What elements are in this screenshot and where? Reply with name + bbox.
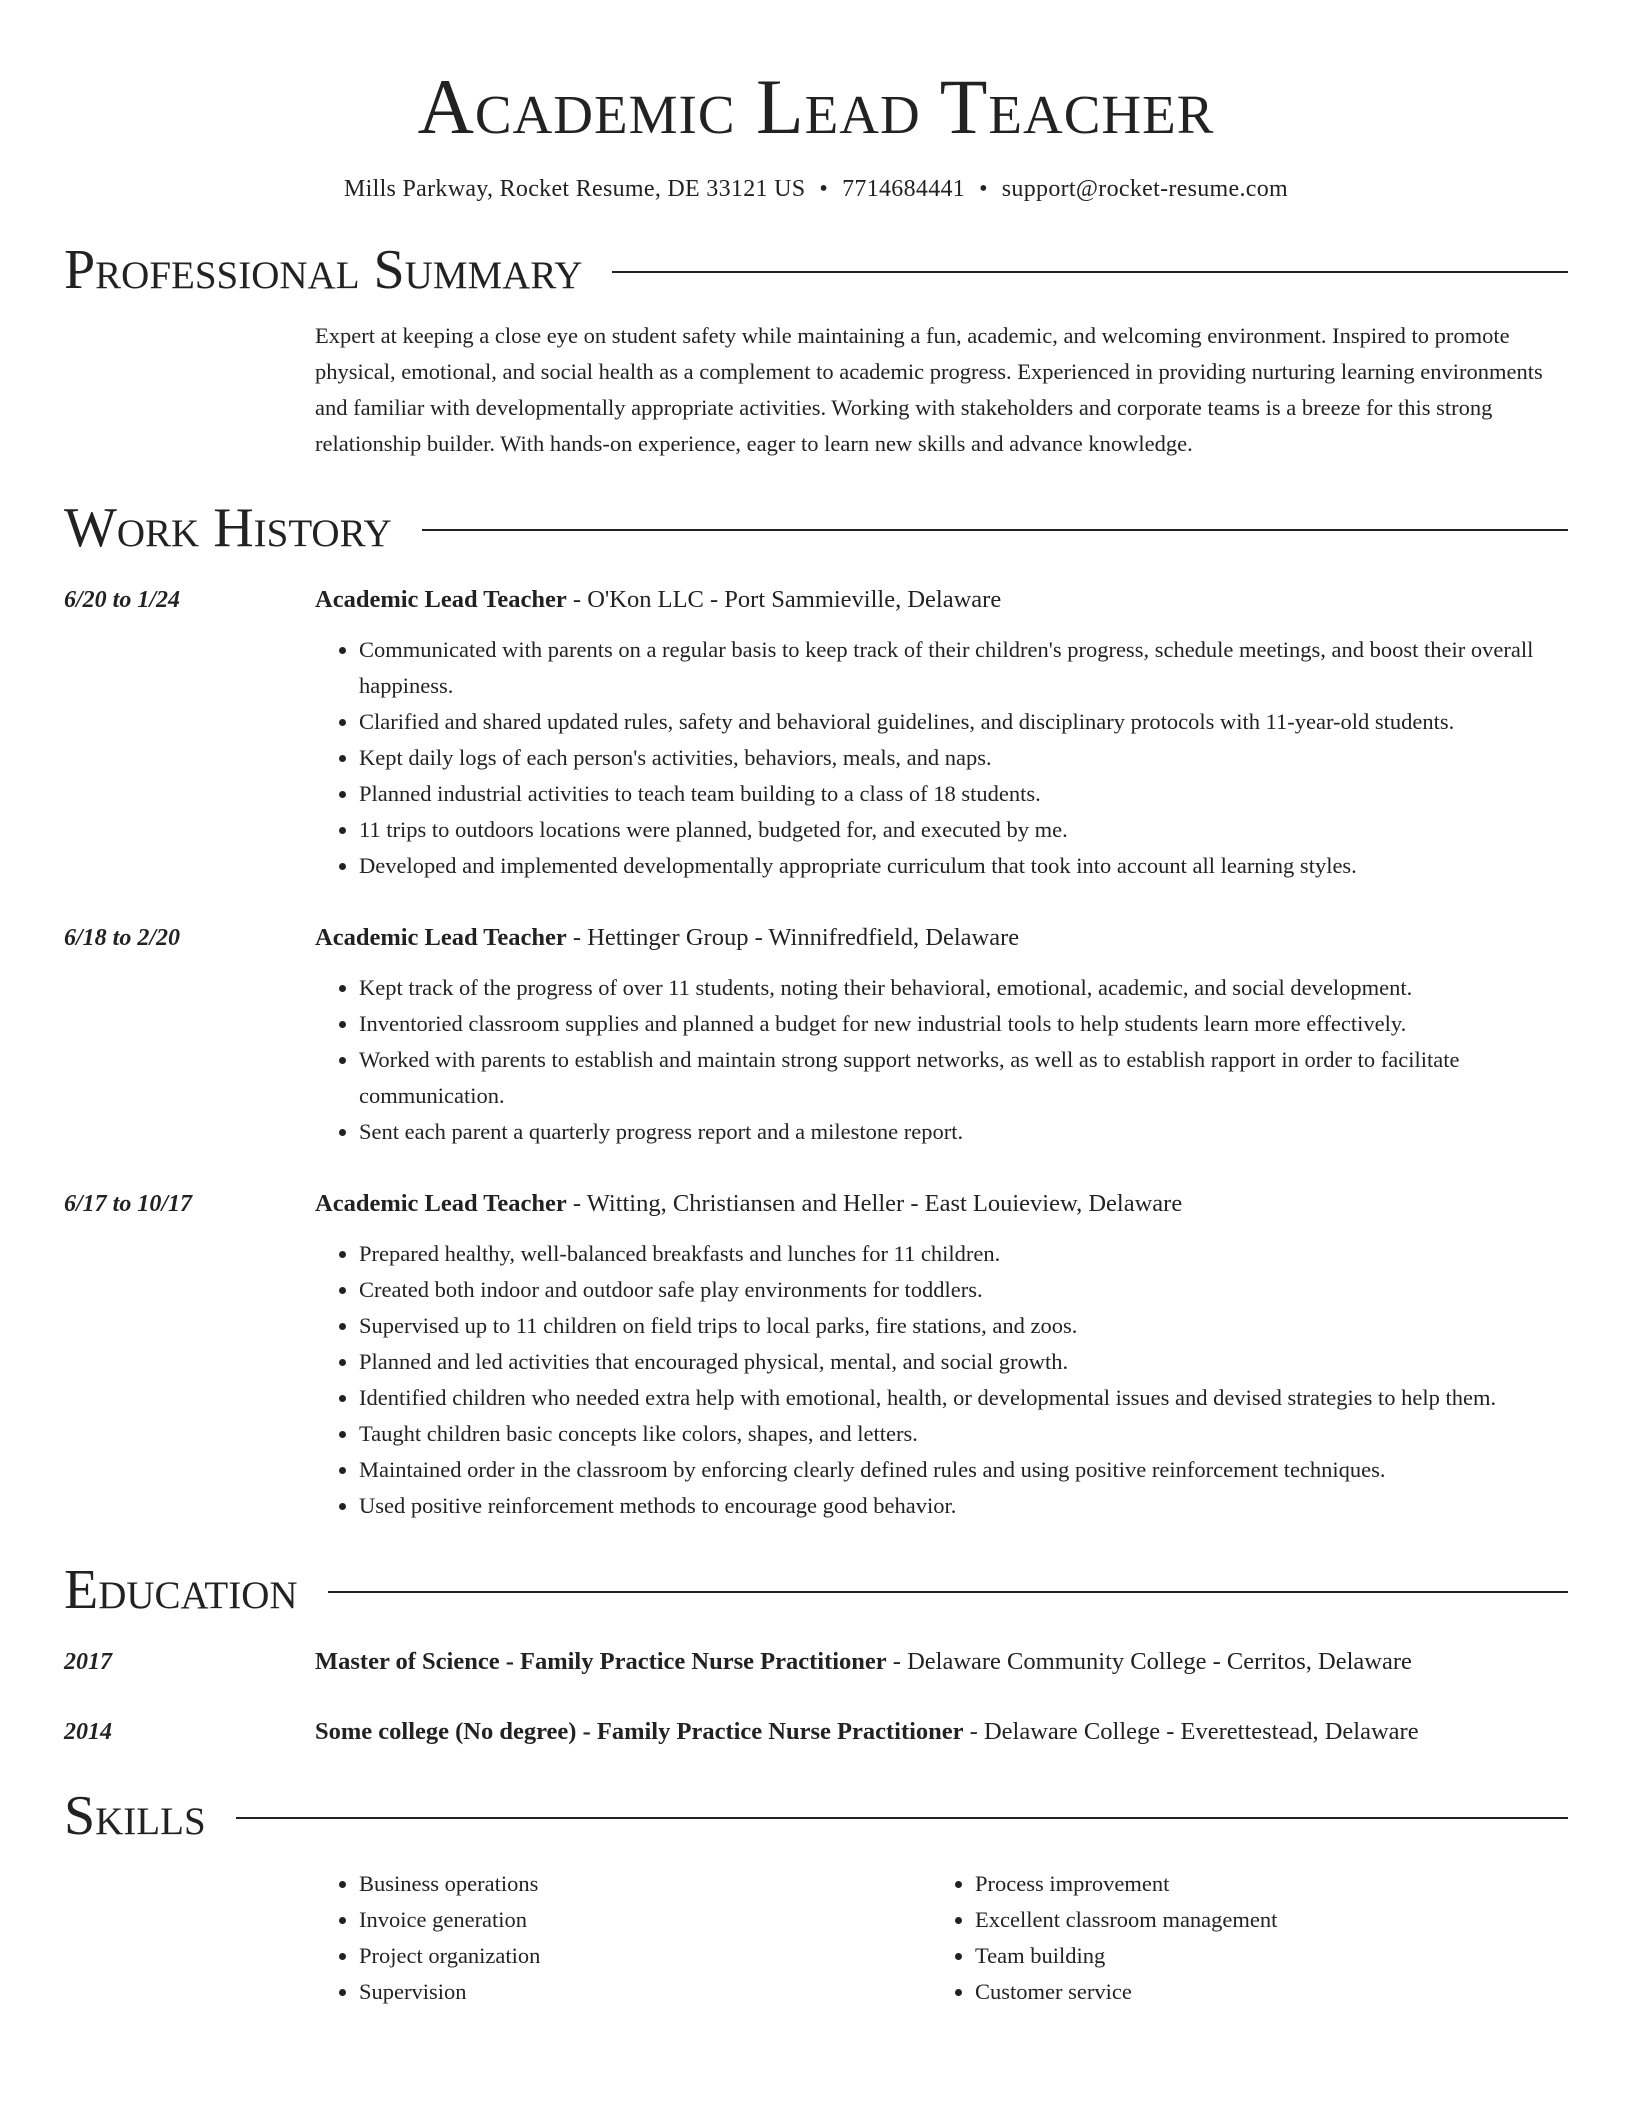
job-bullet: • Inventoried classroom supplies and planned a budget for new industrial tools to help students learn more effectively. xyxy=(359,1006,1568,1042)
skills-section-header xyxy=(64,1784,1568,1848)
education-details: - Delaware College - Everettestead, Delaware xyxy=(963,1718,1419,1745)
job-entry xyxy=(64,920,1568,1150)
job-bullet: • Maintained order in the classroom by enforcing clearly defined rules and using positive reinforcement techniques. xyxy=(359,1452,1568,1488)
education-degree: Master of Science - Family Practice Nurse Practitioner xyxy=(315,1648,887,1675)
contact-line xyxy=(64,174,1568,204)
education-body xyxy=(315,1644,1568,1680)
education-details: - Delaware Community College - Cerritos, Delaware xyxy=(886,1648,1412,1675)
job-bullet: • Kept track of the progress of over 11 students, noting their behavioral, emotional, academic, and social development. xyxy=(359,970,1568,1006)
education-heading: Education xyxy=(64,1559,298,1621)
contact-email: support@rocket-resume.com xyxy=(1001,176,1288,202)
skills-list-right xyxy=(931,1866,1547,2010)
summary-heading: Professional Summary xyxy=(64,239,583,301)
job-bullet: • Developed and implemented developmentally appropriate curriculum that took into account all learning styles. xyxy=(359,848,1568,884)
skills-heading: Skills xyxy=(64,1785,206,1847)
work-history-list xyxy=(64,582,1568,1524)
separator-dot: • xyxy=(819,176,829,202)
job-body xyxy=(315,920,1568,1150)
summary-text: Expert at keeping a close eye on student safety while maintaining a fun, academic, and welcoming environment. Inspired to promote physical, emotional, and social health as a complement to academic progress. Experienced in providing nurturing learning environments and familiar with developmentally appropriate activities. Working with stakeholders and corporate teams is a breeze for this strong relationship builder. With hands-on experience, eager to learn new skills and advance knowledge. xyxy=(315,323,1543,456)
job-details: - O'Kon LLC - Port Sammieville, Delaware xyxy=(566,586,1002,613)
job-title: Academic Lead Teacher xyxy=(315,1190,567,1217)
education-section-header xyxy=(64,1558,1568,1622)
job-bullet: • Supervised up to 11 children on field trips to local parks, fire stations, and zoos. xyxy=(359,1308,1568,1344)
resume-page xyxy=(64,0,1568,2010)
education-entry xyxy=(64,1644,1568,1680)
education-entry xyxy=(64,1714,1568,1750)
skill-item: • Invoice generation xyxy=(359,1902,931,1938)
job-bullet: • Worked with parents to establish and maintain strong support networks, as well as to establish rapport in order to facilitate communication. xyxy=(359,1042,1568,1114)
contact-phone: 7714684441 xyxy=(842,176,966,202)
job-dates: 6/17 to 10/17 xyxy=(64,1191,193,1217)
resume-name: Academic Lead Teacher xyxy=(417,63,1215,150)
job-bullets xyxy=(315,632,1568,884)
job-header xyxy=(315,1186,1568,1222)
job-bullet: • Created both indoor and outdoor safe play environments for toddlers. xyxy=(359,1272,1568,1308)
work-section-header xyxy=(64,496,1568,560)
job-entry xyxy=(64,1186,1568,1524)
job-header xyxy=(315,920,1568,956)
separator-dot: • xyxy=(979,176,988,202)
skills-list-left xyxy=(315,1866,931,2010)
job-bullet: • Clarified and shared updated rules, safety and behavioral guidelines, and disciplinary protocols with 11-year-old students. xyxy=(359,704,1568,740)
contact-address: Mills Parkway, Rocket Resume, DE 33121 US xyxy=(344,176,806,202)
section-divider xyxy=(612,271,1568,273)
job-dates: 6/20 to 1/24 xyxy=(64,587,181,613)
job-bullet: • Planned and led activities that encouraged physical, mental, and social growth. xyxy=(359,1344,1568,1380)
skill-item: • Business operations xyxy=(359,1866,931,1902)
job-bullet: • Used positive reinforcement methods to encourage good behavior. xyxy=(359,1488,1568,1524)
job-bullet: • Communicated with parents on a regular basis to keep track of their children's progress, schedule meetings, and boost their overall happiness. xyxy=(359,632,1568,704)
job-bullet: • Identified children who needed extra help with emotional, health, or developmental issues and devised strategies to help them. xyxy=(359,1380,1568,1416)
section-divider xyxy=(328,1591,1568,1593)
skill-item: • Supervision xyxy=(359,1974,931,2010)
job-body xyxy=(315,582,1568,884)
section-divider xyxy=(422,529,1568,531)
job-title: Academic Lead Teacher xyxy=(315,924,567,951)
job-details: - Witting, Christiansen and Heller - East Louieview, Delaware xyxy=(566,1190,1183,1217)
job-dates: 6/18 to 2/20 xyxy=(64,925,181,951)
job-bullet: • Taught children basic concepts like colors, shapes, and letters. xyxy=(359,1416,1568,1452)
job-bullets xyxy=(315,1236,1568,1524)
education-year: 2014 xyxy=(64,1719,112,1745)
job-bullet: • Kept daily logs of each person's activities, behaviors, meals, and naps. xyxy=(359,740,1568,776)
skill-item: • Customer service xyxy=(975,1974,1547,2010)
skills-columns xyxy=(315,1866,1568,2010)
job-bullet: • Prepared healthy, well-balanced breakfasts and lunches for 11 children. xyxy=(359,1236,1568,1272)
job-bullet: • Planned industrial activities to teach team building to a class of 18 students. xyxy=(359,776,1568,812)
job-header xyxy=(315,582,1568,618)
education-degree: Some college (No degree) - Family Practice Nurse Practitioner xyxy=(315,1718,964,1745)
skill-item: • Excellent classroom management xyxy=(975,1902,1547,1938)
job-bullets xyxy=(315,970,1568,1150)
education-body xyxy=(315,1714,1568,1750)
skill-item: • Team building xyxy=(975,1938,1547,1974)
education-header xyxy=(315,1714,1568,1750)
summary-section-header xyxy=(64,238,1568,302)
education-header xyxy=(315,1644,1568,1680)
skill-item: • Process improvement xyxy=(975,1866,1547,1902)
job-body xyxy=(315,1186,1568,1524)
education-year: 2017 xyxy=(64,1649,112,1675)
job-title: Academic Lead Teacher xyxy=(315,586,567,613)
work-heading: Work History xyxy=(64,497,392,559)
job-bullet: • Sent each parent a quarterly progress report and a milestone report. xyxy=(359,1114,1568,1150)
job-entry xyxy=(64,582,1568,884)
skill-item: • Project organization xyxy=(359,1938,931,1974)
section-divider xyxy=(236,1817,1568,1819)
job-bullet: • 11 trips to outdoors locations were planned, budgeted for, and executed by me. xyxy=(359,812,1568,848)
job-details: - Hettinger Group - Winnifredfield, Delaware xyxy=(566,924,1020,951)
education-list xyxy=(64,1644,1568,1750)
